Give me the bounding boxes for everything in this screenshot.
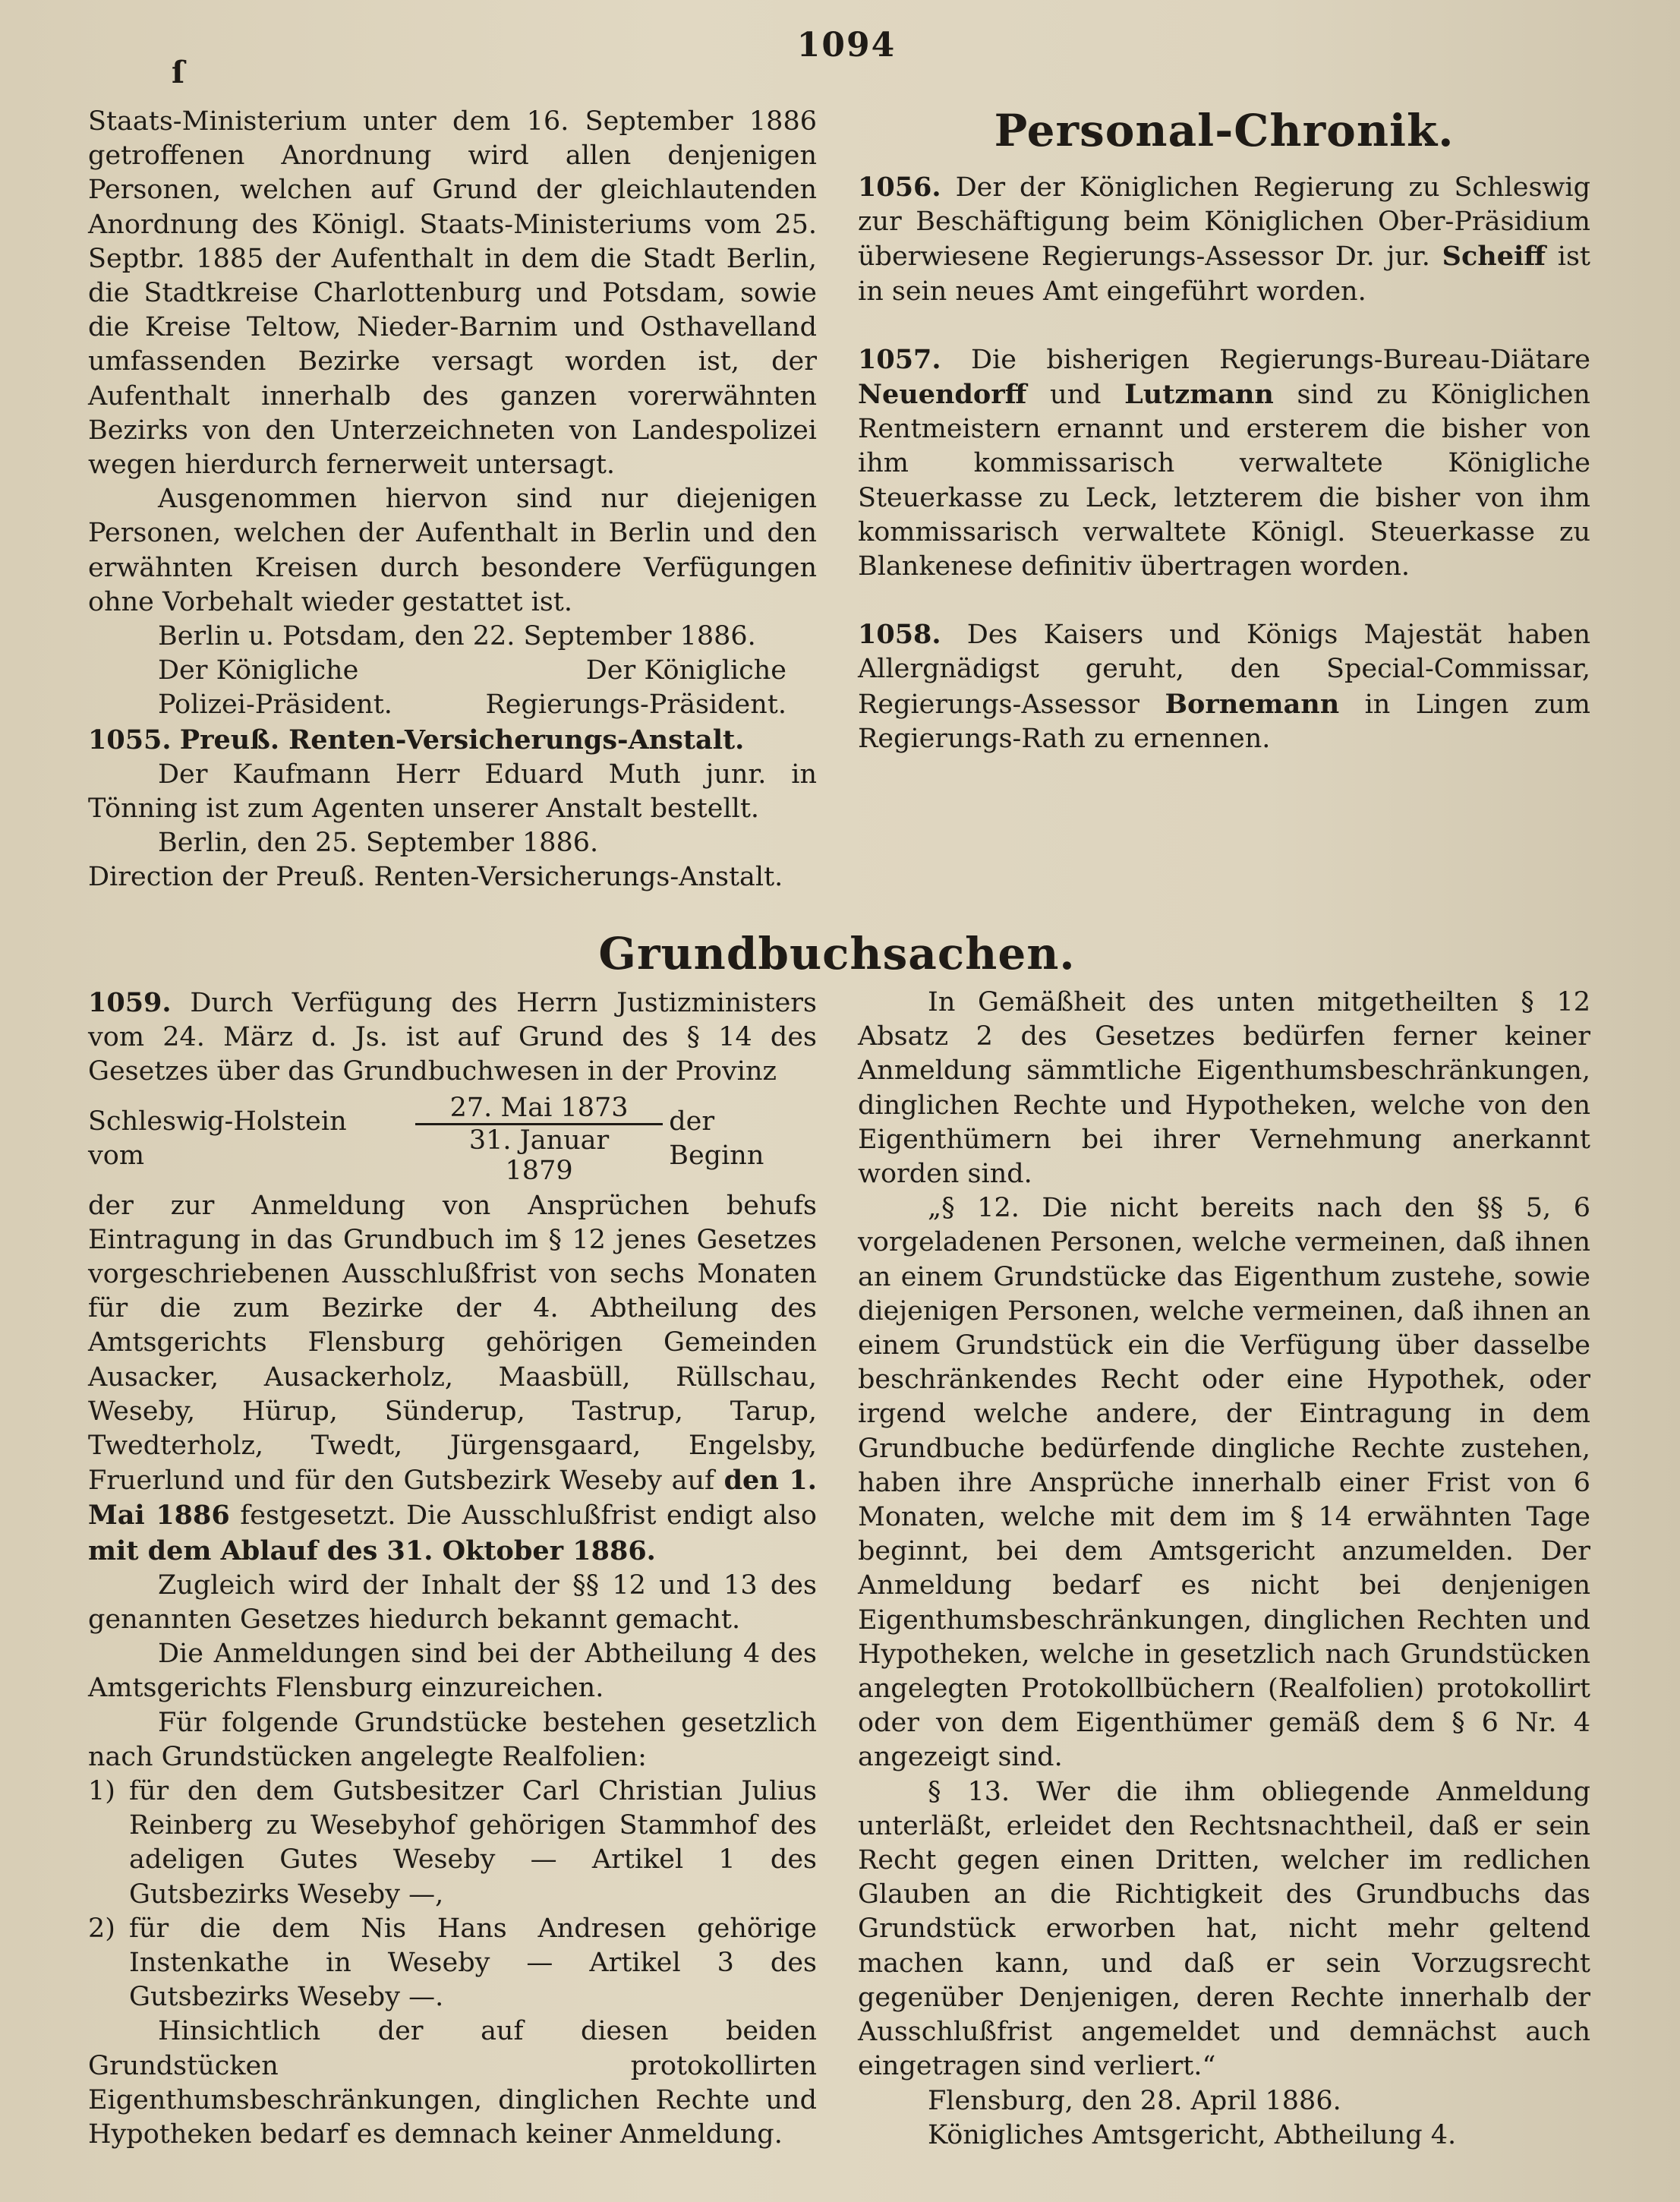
entry-1058-name: Bornemann (1165, 688, 1340, 720)
fraction-prefix: Schleswig-Holstein vom (88, 1106, 347, 1172)
paragraph-folgende: Für folgende Grundstücke bestehen gesetzlich nach Grundstücken angelegte Realfolien: (88, 1707, 817, 1772)
item-1-marker: 1) (88, 1776, 115, 1807)
item-2-text: für die dem Nis Hans Andresen gehörige Instenkathe in Weseby — Artikel 3 des Gutsbezirks Weseby —. (129, 1913, 817, 2013)
entry-1059-intro (88, 986, 817, 1090)
item-2-marker: 2) (88, 1913, 115, 1944)
signature-left-title: Der Königliche (158, 655, 359, 686)
entry-1057-text-b: sind zu Königlichen Rentmeistern ernannt und ersterem die bisher von ihm kommissarisch verwaltete Königliche Steuerkasse zu Leck, letzterem die bisher von ihm kommissarisch verwaltete Königl. Steuerkasse zu Blankenese definitiv übertragen worden. (858, 380, 1590, 582)
fraction-top: 27. Mai 1873 (415, 1093, 663, 1125)
law-date-fraction (415, 1093, 663, 1186)
paragraph-hinsichtlich: Hinsichtlich der auf diesen beiden Grundstücken protokollirten Eigenthumsbeschränkungen, dinglichen Rechte und Hypotheken bedarf es demnach keiner Anmeldung. (88, 2016, 817, 2150)
entry-1057 (858, 342, 1590, 584)
signature-left-office: Polizei-Präsident. (158, 689, 392, 721)
entry-1059-date-1: den 1. Mai 1886 (88, 1465, 817, 1532)
entry-1057-name-2: Lutzmann (1124, 379, 1274, 411)
entry-1056-name: Scheiff (1442, 241, 1546, 273)
entry-1055-number: 1055. (88, 724, 172, 756)
entry-1055-title: Preuß. Renten-Versicherungs-Anstalt. (179, 724, 745, 756)
personal-chronik-column (858, 170, 1590, 756)
fraction-bottom: 31. Januar 1879 (468, 1125, 610, 1186)
entry-1059-text-c: festgesetzt. Die Ausschlußfrist endigt also (240, 1500, 817, 1532)
entry-1058-number: 1058. (858, 619, 941, 651)
entry-1056-number: 1056. (858, 172, 941, 203)
entry-1059-text-a: Durch Verfügung des Herrn Justizministers vom 24. März d. Js. ist auf Grund des § 14 des Gesetzes über das Grundbuchwesen in der Provinz (88, 988, 817, 1087)
realfolien-item-1 (88, 1775, 817, 1912)
paragraph-section-12: „§ 12. Die nicht bereits nach den §§ 5, 6 vorgeladenen Personen, welche vermeinen, daß ihnen an einem Grundstücke das Eigenthum zustehe, sowie diejenigen Personen, welche vermeinen, daß ihnen an einem Grundstück ein die Verfügung über dasselbe beschränkendes Recht oder eine Hypothek, oder irgend welche andere, der Eintragung in dem Grundbuche bedürfende dingliche Rechte zustehen, haben ihre Ansprüche innerhalb einer Frist von 6 Monaten, welche mit dem im § 14 erwähnten Tage beginnt, bei dem Amtsgericht anzumelden. Der Anmeldung bedarf es nicht bei denjenigen Eigenthumsbeschränkungen, dinglichen Rechten und Hypotheken, welche in gesetzlich nach Grundstücken angelegten Protokollbüchern (Realfolien) protokollirt oder von dem Eigenthümer gemäß dem § 6 Nr. 4 angezeigt sind. (858, 1193, 1590, 1773)
law-date-fraction-line (88, 1093, 817, 1186)
entry-1056-text-b: ist in sein neues Amt eingeführt worden. (858, 241, 1590, 307)
paragraph-gemaessheit: In Gemäßheit des unten mitgetheilten § 12 Absatz 2 des Gesetzes bedürfen ferner keiner Anmeldung sämmtliche Eigenthumsbeschränkungen, dinglichen Rechte und Hypotheken, welche von den Eigenthümern bei ihrer Vernehmung anerkannt worden sind. (858, 987, 1590, 1190)
entry-1055-heading (88, 723, 817, 758)
entry-1056 (858, 170, 1590, 309)
entry-1058-text-a: Des Kaisers und Königs Majestät haben Allergnädigst geruht, den Special-Commissar, Regierungs-Assessor (858, 620, 1590, 720)
grundbuch-right-column (858, 986, 1590, 2153)
entry-1055-date: Berlin, den 25. September 1886. (158, 828, 599, 859)
signature-right-office: Regierungs-Präsident. (485, 689, 786, 721)
entry-1059-number: 1059. (88, 987, 172, 1018)
entry-1055-signature: Direction der Preuß. Renten-Versicherungs-Anstalt. (88, 862, 783, 893)
item-1-text: für den dem Gutsbesitzer Carl Christian Julius Reinberg zu Wesebyhof gehörigen Stammhof des adeligen Gutes Weseby — Artikel 1 des Gutsbezirks Weseby —, (129, 1776, 817, 1910)
berlin-date-line: Berlin u. Potsdam, den 22. September 1886. (158, 621, 756, 652)
flensburg-date-line: Flensburg, den 28. April 1886. (928, 2085, 1341, 2116)
entry-1057-number: 1057. (858, 343, 941, 375)
grundbuchsachen-title: Grundbuchsachen. (598, 928, 1076, 980)
fraction-suffix: der Beginn (669, 1106, 764, 1172)
entry-1056-text-a: Der der Königlichen Regierung zu Schleswig zur Beschäftigung beim Königlichen Ober-Präsidium überwiesene Regierungs-Assessor Dr. jur. (858, 172, 1590, 273)
signature-row-1 (88, 654, 817, 688)
grundbuch-left-column (88, 986, 817, 2152)
exception-paragraph: Ausgenommen hiervon sind nur diejenigen Personen, welchen der Aufenthalt in Berlin und den erwähnten Kreisen durch besondere Verfügungen ohne Vorbehalt wieder gestattet ist. (88, 484, 817, 617)
paragraph-zugleich: Zugleich wird der Inhalt der §§ 12 und 13 des genannten Gesetzes hiedurch bekannt gemacht. (88, 1569, 817, 1636)
amtsgericht-signature: Königliches Amtsgericht, Abtheilung 4. (928, 2119, 1457, 2150)
entry-1059-body (88, 1189, 817, 1569)
entry-1057-name-1: Neuendorff (858, 379, 1027, 411)
paragraph-section-13: § 13. Wer die ihm obliegende Anmeldung unterläßt, erleidet den Rechtsnachtheil, daß er sein Recht gegen einen Dritten, welcher im redlichen Glauben an die Richtigkeit des Grundbuchs das Grundstück erworben hat, nicht mehr geltend machen kann, und daß er sein Vorzugsrecht gegenüber Denjenigen, deren Rechte innerhalb der Ausschlußfrist angemeldet und demnächst auch eingetragen sind verliert.“ (858, 1776, 1590, 2082)
paragraph-anmeldungen: Die Anmeldungen sind bei der Abtheilung 4 des Amtsgerichts Flensburg einzureichen. (88, 1639, 817, 1704)
signature-row-2 (88, 688, 817, 722)
stray-mark: ſ (172, 55, 185, 90)
entry-1059-date-2: mit dem Ablauf des 31. Oktober 1886. (88, 1535, 656, 1566)
entry-1057-text-a: Die bisherigen Regierungs-Bureau-Diätare (971, 344, 1590, 375)
entry-1058 (858, 617, 1590, 756)
left-top-column (88, 105, 817, 895)
entry-1059-text-b: der zur Anmeldung von Ansprüchen behufs Eintragung in das Grundbuch im § 12 jenes Gesetzes vorgeschriebenen Ausschlußfrist von sechs Monaten für die zum Bezirke der 4. Abtheilung des Amtsgerichts Flensburg gehörigen Gemeinden Ausacker, Ausackerholz, Maasbüll, Rüllschau, Weseby, Hürup, Sünderup, Tastrup, Tarup, Twedterholz, Twedt, Jürgensgaard, Engelsby, Fruerlund und für den Gutsbezirk Weseby auf (88, 1190, 817, 1497)
entry-1058-text-b: in Lingen zum Regierungs-Rath zu ernennen. (858, 689, 1590, 754)
signature-right-title: Der Königliche (585, 655, 786, 686)
continued-paragraph: Staats-Ministerium unter dem 16. September 1886 getroffenen Anordnung wird allen denjenigen Personen, welchen auf Grund der gleichlautenden Anordnung des Königl. Staats-Ministeriums vom 25. Septbr. 1885 der Aufenthalt in dem die Stadt Berlin, die Stadtkreise Charlottenburg und Potsdam, sowie die Kreise Teltow, Nieder-Barnim und Osthavelland umfassenden Bezirke versagt worden ist, der Aufenthalt innerhalb des ganzen vorerwähnten Bezirks von den Unterzeichneten von Landespolizei wegen hierdurch fernerweit untersagt. (88, 106, 817, 481)
personal-chronik-title: Personal-Chronik. (994, 105, 1455, 156)
realfolien-item-2 (88, 1912, 817, 2015)
entry-1055-text: Der Kaufmann Herr Eduard Muth junr. in Tönning ist zum Agenten unserer Anstalt bestellt. (88, 759, 817, 825)
entry-1057-and: und (1050, 380, 1102, 411)
page-number: 1094 (796, 26, 897, 65)
